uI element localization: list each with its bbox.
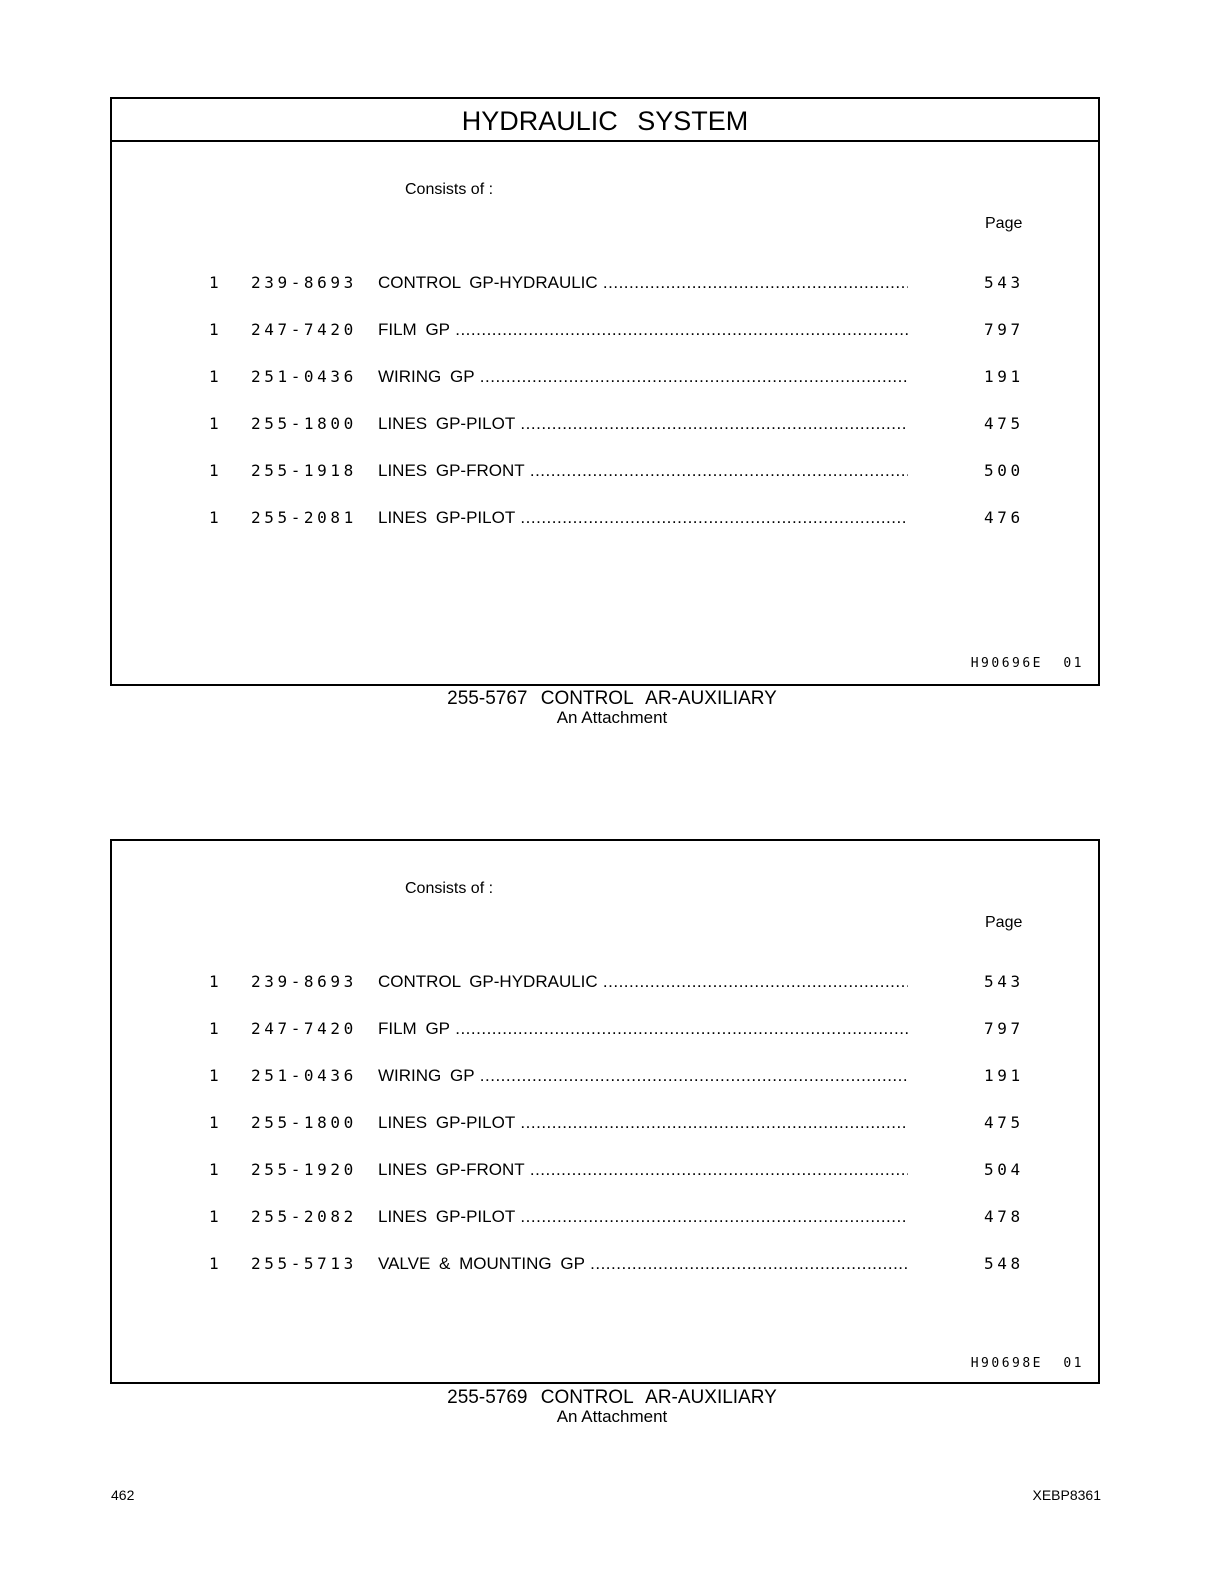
part-description: FILM GP .....: [378, 320, 908, 340]
part-description: LINES GP-PILOT .....: [378, 1207, 908, 1227]
part-description: FILM GP .....: [378, 1019, 908, 1039]
page-reference: 478: [984, 1207, 1024, 1226]
part-number: 255-1800: [251, 414, 357, 433]
quantity: 1: [209, 508, 219, 527]
page-reference: 548: [984, 1254, 1024, 1273]
list-item: [112, 972, 1098, 996]
quantity: 1: [209, 273, 219, 292]
part-description: LINES GP-PILOT .....: [378, 414, 908, 434]
ref-revision: 01: [1063, 1356, 1084, 1371]
page-reference: 191: [984, 1066, 1024, 1085]
quantity: 1: [209, 972, 219, 991]
list-item: [112, 1113, 1098, 1137]
part-description: LINES GP-PILOT .....: [378, 1113, 908, 1133]
page-reference: 797: [984, 320, 1024, 339]
quantity: 1: [209, 414, 219, 433]
page-reference: 475: [984, 414, 1024, 433]
part-number: 255-1800: [251, 1113, 357, 1132]
caption-subtitle: An Attachment: [556, 708, 668, 727]
ref-revision: 01: [1063, 656, 1084, 671]
list-item: [112, 320, 1098, 344]
list-item: [112, 1066, 1098, 1090]
part-number: 255-1918: [251, 461, 357, 480]
consists-of-label: Consists of :: [405, 880, 494, 897]
reference-code: [971, 656, 1084, 671]
list-item: [112, 508, 1098, 532]
quantity: 1: [209, 1254, 219, 1273]
parts-list-box-bottom: [110, 839, 1100, 1384]
parts-list-box-top: [110, 97, 1100, 686]
list-item: [112, 1019, 1098, 1043]
quantity: 1: [209, 1066, 219, 1085]
attachment-caption-top: [0, 689, 1224, 726]
page-reference: 543: [984, 972, 1024, 991]
page-reference: 500: [984, 461, 1024, 480]
caption-title: 255-5767 CONTROL AR-AUXILIARY: [447, 688, 777, 709]
quantity: 1: [209, 1160, 219, 1179]
list-item: [112, 1207, 1098, 1231]
page-reference: 504: [984, 1160, 1024, 1179]
consists-of-label: Consists of :: [405, 181, 494, 198]
part-description: VALVE & MOUNTING GP .....: [378, 1254, 908, 1274]
quantity: 1: [209, 1207, 219, 1226]
part-number: 247-7420: [251, 1019, 357, 1038]
reference-code: [971, 1356, 1084, 1371]
attachment-caption-bottom: [0, 1388, 1224, 1425]
page-reference: 191: [984, 367, 1024, 386]
list-item: [112, 1254, 1098, 1278]
part-description: LINES GP-PILOT .....: [378, 508, 908, 528]
section-title: HYDRAULIC SYSTEM: [112, 99, 1098, 142]
list-item: [112, 461, 1098, 485]
part-number: 239-8693: [251, 972, 357, 991]
part-description: LINES GP-FRONT .....: [378, 461, 908, 481]
quantity: 1: [209, 320, 219, 339]
quantity: 1: [209, 367, 219, 386]
part-description: LINES GP-FRONT .....: [378, 1160, 908, 1180]
part-number: 239-8693: [251, 273, 357, 292]
list-item: [112, 1160, 1098, 1184]
page-reference: 476: [984, 508, 1024, 527]
quantity: 1: [209, 1113, 219, 1132]
part-number: 255-2082: [251, 1207, 357, 1226]
part-number: 255-1920: [251, 1160, 357, 1179]
caption-title: 255-5769 CONTROL AR-AUXILIARY: [447, 1387, 777, 1408]
list-item: [112, 367, 1098, 391]
list-item: [112, 414, 1098, 438]
page-reference: 543: [984, 273, 1024, 292]
part-description: CONTROL GP-HYDRAULIC .....: [378, 972, 908, 992]
part-number: 255-2081: [251, 508, 357, 527]
part-description: WIRING GP .....: [378, 1066, 908, 1086]
page-reference: 475: [984, 1113, 1024, 1132]
quantity: 1: [209, 1019, 219, 1038]
document-code: XEBP8361: [1032, 1487, 1101, 1503]
part-description: WIRING GP .....: [378, 367, 908, 387]
quantity: 1: [209, 461, 219, 480]
ref-code: H90696E: [970, 656, 1044, 671]
list-item: [112, 273, 1098, 297]
caption-subtitle: An Attachment: [556, 1407, 668, 1426]
page-reference: 797: [984, 1019, 1024, 1038]
part-number: 251-0436: [251, 367, 357, 386]
part-description: CONTROL GP-HYDRAULIC .....: [378, 273, 908, 293]
part-number: 255-5713: [251, 1254, 357, 1273]
page-number: 462: [111, 1487, 135, 1503]
part-number: 247-7420: [251, 320, 357, 339]
ref-code: H90698E: [970, 1356, 1044, 1371]
part-number: 251-0436: [251, 1066, 357, 1085]
page-column-header: Page: [985, 914, 1023, 931]
page-column-header: Page: [985, 215, 1023, 232]
